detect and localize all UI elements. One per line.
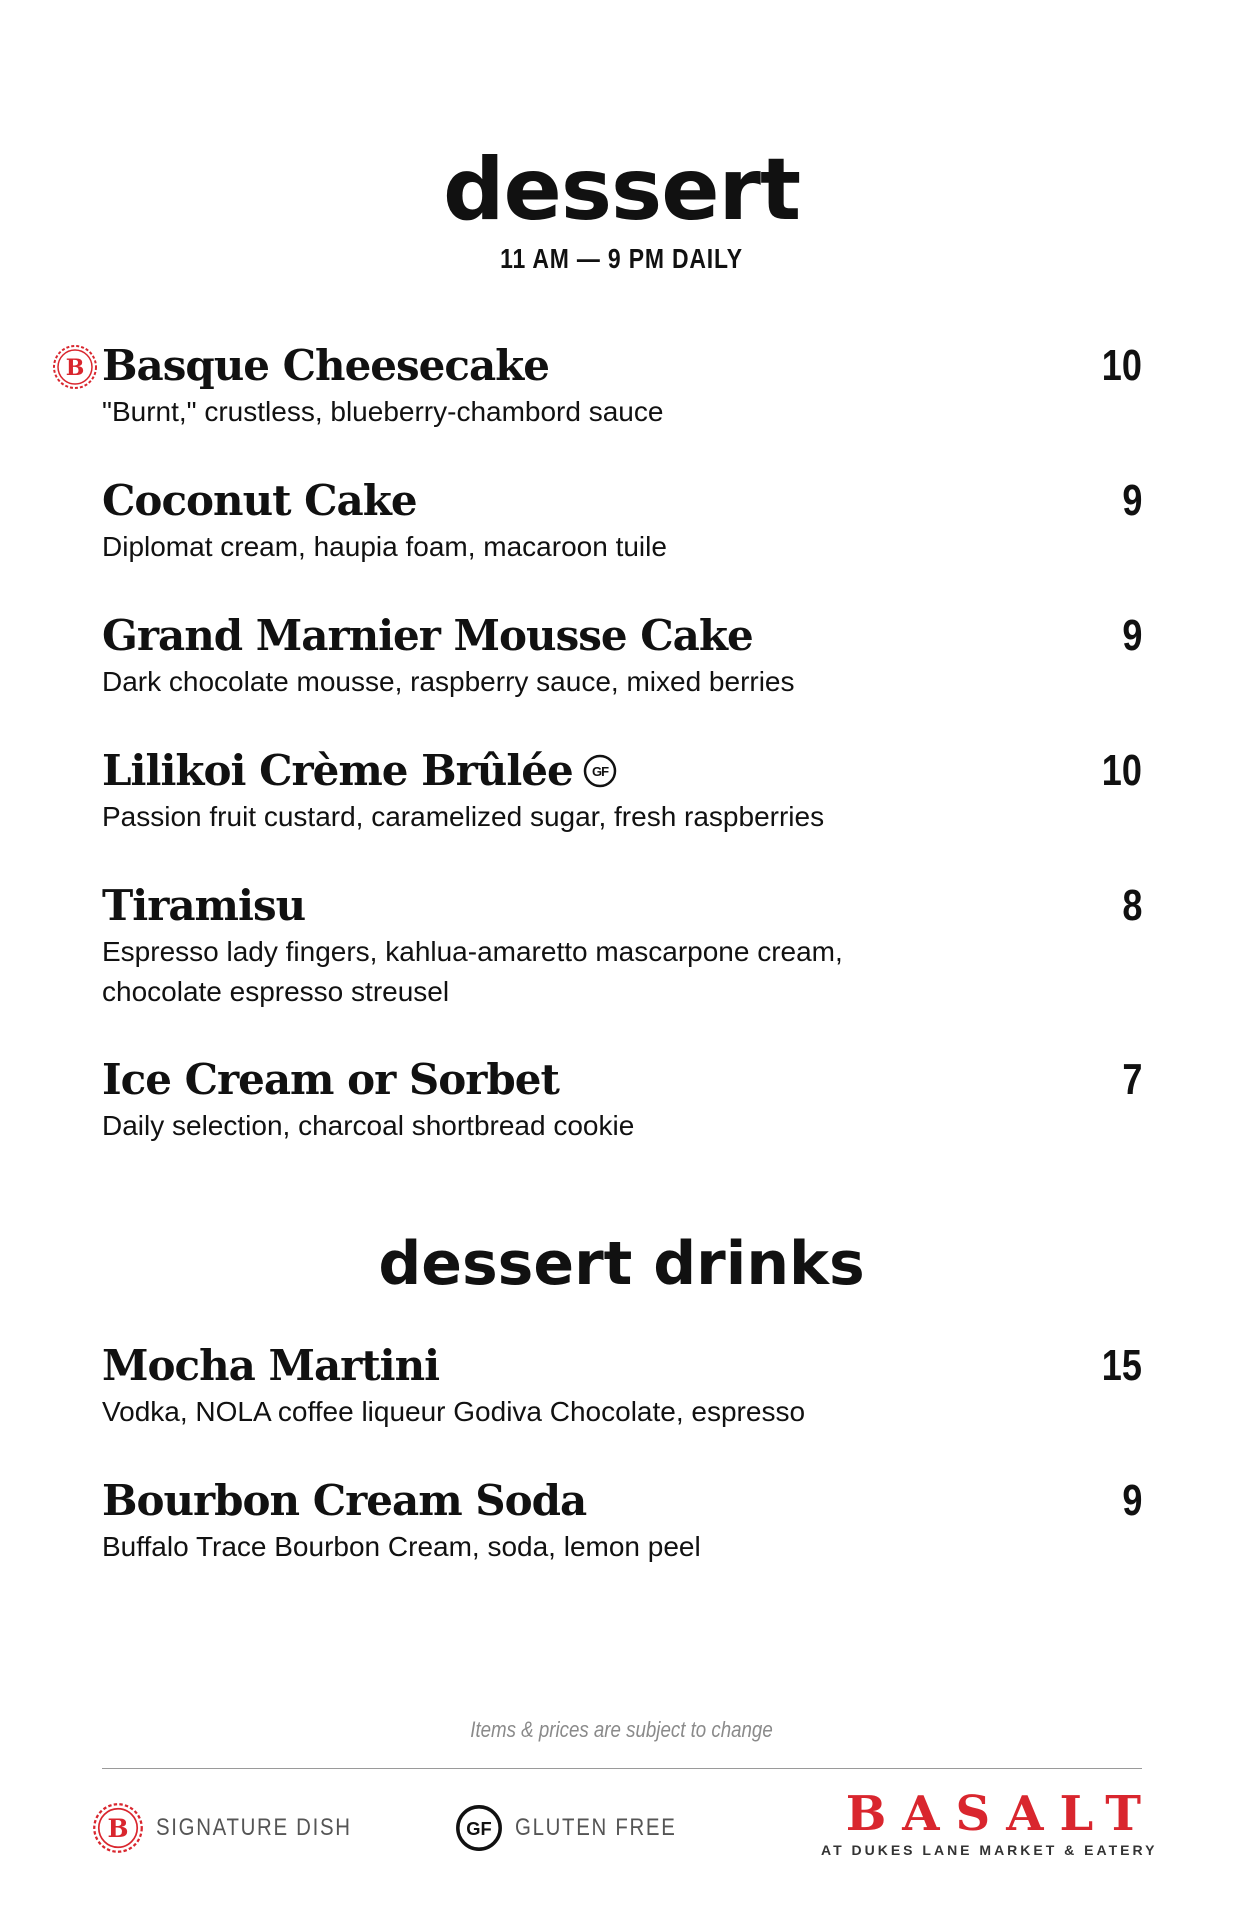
svg-text:B: B — [65, 355, 85, 381]
item-description: Buffalo Trace Bourbon Cream, soda, lemon peel — [102, 1531, 701, 1562]
brand-logo — [821, 1786, 1158, 1858]
svg-text:B: B — [107, 1814, 129, 1844]
item-price: 8 — [1121, 881, 1142, 930]
item-description: Daily selection, charcoal shortbread cookie — [102, 1110, 635, 1141]
item-price: 10 — [1101, 341, 1142, 390]
signature-b-icon — [92, 1802, 144, 1854]
item-name: Bourbon Cream Soda — [102, 1476, 587, 1525]
item-name: Lilikoi Crème Brûlée GF — [102, 745, 1142, 797]
item-price: 15 — [1101, 1341, 1142, 1390]
brand-name: BASALT — [845, 1786, 1157, 1842]
item-price: 9 — [1121, 611, 1142, 660]
item-name: Basque Cheesecake — [102, 341, 549, 390]
legend-label: SIGNATURE DISH — [156, 1814, 352, 1841]
gluten-free-icon — [583, 754, 617, 788]
item-name: Ice Cream or Sorbet — [102, 1055, 559, 1104]
item-name: Coconut Cake — [102, 476, 417, 525]
footer-note: Items & prices are subject to change — [470, 1717, 773, 1742]
legend-signature — [92, 1800, 386, 1856]
item-description: Passion fruit custard, caramelized sugar, fresh raspberries — [102, 801, 825, 832]
gf-badge-text: GF — [591, 764, 608, 779]
menu-item — [102, 880, 1142, 1012]
item-description: Espresso lady fingers, kahlua-amaretto mascarpone cream, chocolate espresso streusel — [102, 936, 843, 1007]
item-name: Mocha Martini — [102, 1341, 440, 1390]
signature-b-icon — [52, 344, 98, 390]
legend-label: GLUTEN FREE — [515, 1814, 677, 1841]
section-title: dessert drinks — [378, 1229, 865, 1299]
menu-item — [102, 610, 1142, 702]
item-price: 9 — [1121, 476, 1142, 525]
item-price: 9 — [1121, 1476, 1142, 1525]
page-title: dessert — [442, 140, 801, 240]
item-description: Diplomat cream, haupia foam, macaroon tuile — [102, 531, 667, 562]
item-description: Dark chocolate mousse, raspberry sauce, mixed berries — [102, 666, 795, 697]
legend-gluten-free — [455, 1800, 705, 1856]
item-description: Vodka, NOLA coffee liqueur Godiva Chocolate, espresso — [102, 1396, 806, 1427]
brand-subtitle: AT DUKES LANE MARKET & EATERY — [821, 1842, 1158, 1858]
menu-item — [102, 475, 1142, 567]
item-name: Tiramisu — [102, 881, 306, 930]
footer-divider — [102, 1768, 1142, 1769]
menu-item — [102, 745, 1142, 837]
item-name: Grand Marnier Mousse Cake — [102, 611, 753, 660]
gluten-free-icon — [455, 1804, 503, 1852]
item-price: 10 — [1101, 746, 1142, 795]
gf-badge-text: GF — [466, 1818, 492, 1840]
menu-item — [102, 1054, 1142, 1146]
item-description: "Burnt," crustless, blueberry-chambord sauce — [102, 396, 664, 427]
menu-item — [102, 1340, 1142, 1432]
service-hours: 11 AM — 9 PM DAILY — [500, 243, 743, 274]
menu-item — [102, 1475, 1142, 1567]
menu-item — [102, 340, 1142, 432]
item-price: 7 — [1121, 1055, 1142, 1104]
